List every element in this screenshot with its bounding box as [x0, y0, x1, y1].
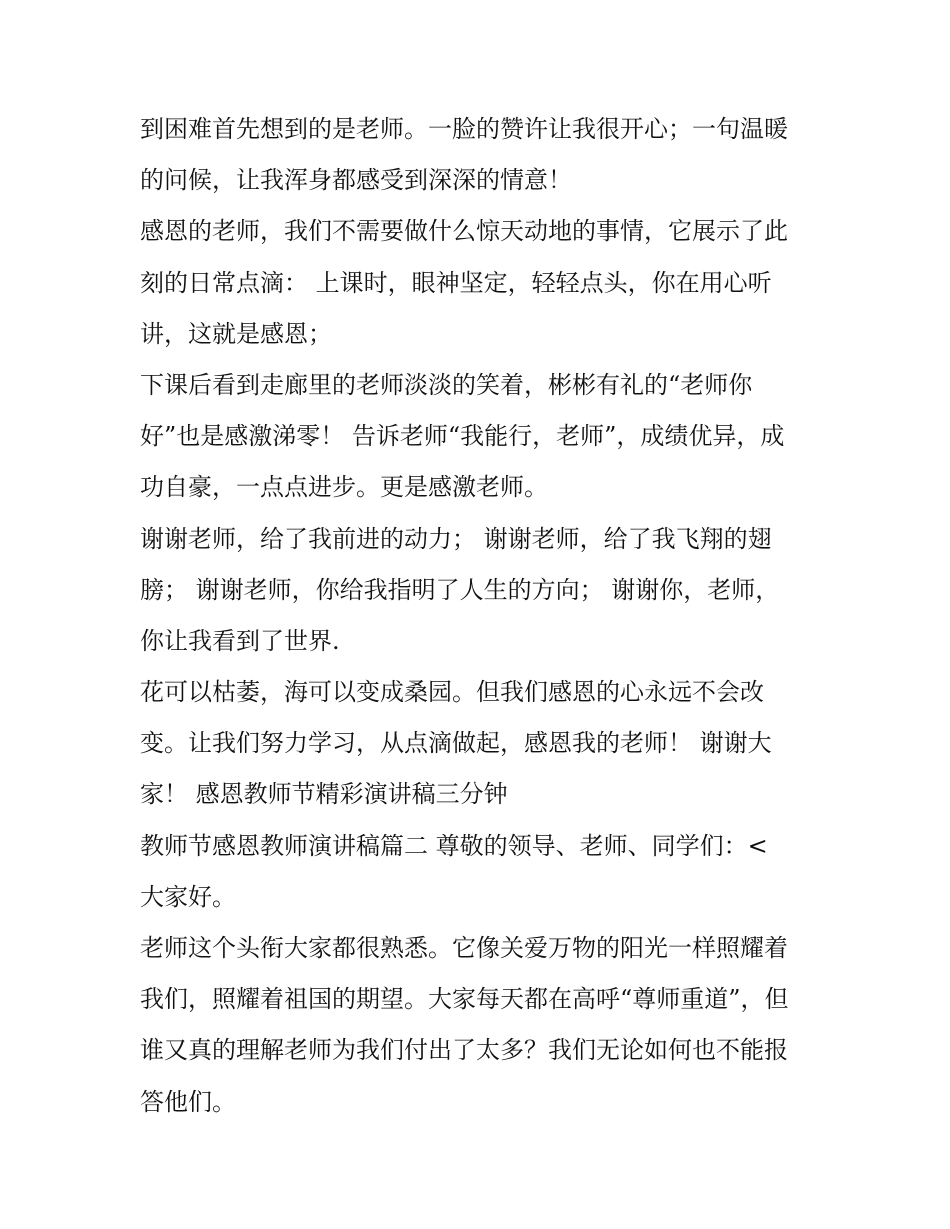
document-body — [140, 104, 820, 1128]
text-line: 家！ 感恩教师节精彩演讲稿三分钟 — [140, 780, 508, 809]
text-line: 讲，这就是感恩； — [140, 319, 332, 348]
text-line: 变。让我们努力学习，从点滴做起，感恩我的老师！ 谢谢大 — [140, 729, 772, 758]
text-line: 答他们。 — [140, 1087, 236, 1116]
text-line: 教师节感恩教师演讲稿篇二 尊敬的领导、老师、同学们：< — [140, 831, 768, 860]
text-line: 谁又真的理解老师为我们付出了太多？我们无论如何也不能报 — [140, 1036, 788, 1065]
text-line: 刻的日常点滴： 上课时，眼神坚定，轻轻点头，你在用心听 — [140, 268, 772, 297]
text-line: 大家好。 — [140, 882, 236, 911]
text-line: 下课后看到走廊里的老师淡淡的笑着，彬彬有礼的“老师你 — [140, 370, 753, 399]
text-line: 功自豪，一点点进步。更是感激老师。 — [140, 473, 548, 502]
text-line: 花可以枯萎，海可以变成桑园。但我们感恩的心永远不会改 — [140, 678, 764, 707]
text-line: 你让我看到了世界. — [140, 626, 340, 655]
text-line: 的问候，让我浑身都感受到深深的情意！ — [140, 166, 572, 195]
text-line: 到困难首先想到的是老师。一脸的赞许让我很开心；一句温暖 — [140, 115, 788, 143]
text-line: 谢谢老师，给了我前进的动力； 谢谢老师，给了我飞翔的翅 — [140, 524, 772, 553]
text-line: 膀； 谢谢老师，你给我指明了人生的方向； 谢谢你，老师， — [140, 575, 780, 604]
text-line: 感恩的老师，我们不需要做什么惊天动地的事情，它展示了此 — [140, 217, 788, 246]
text-line: 好”也是感激涕零！ 告诉老师“我能行，老师”，成绩优异，成 — [140, 422, 785, 451]
text-line: 我们，照耀着祖国的期望。大家每天都在高呼“尊师重道”，但 — [140, 985, 789, 1014]
text-line: 老师这个头衔大家都很熟悉。它像关爱万物的阳光一样照耀着 — [140, 934, 788, 962]
